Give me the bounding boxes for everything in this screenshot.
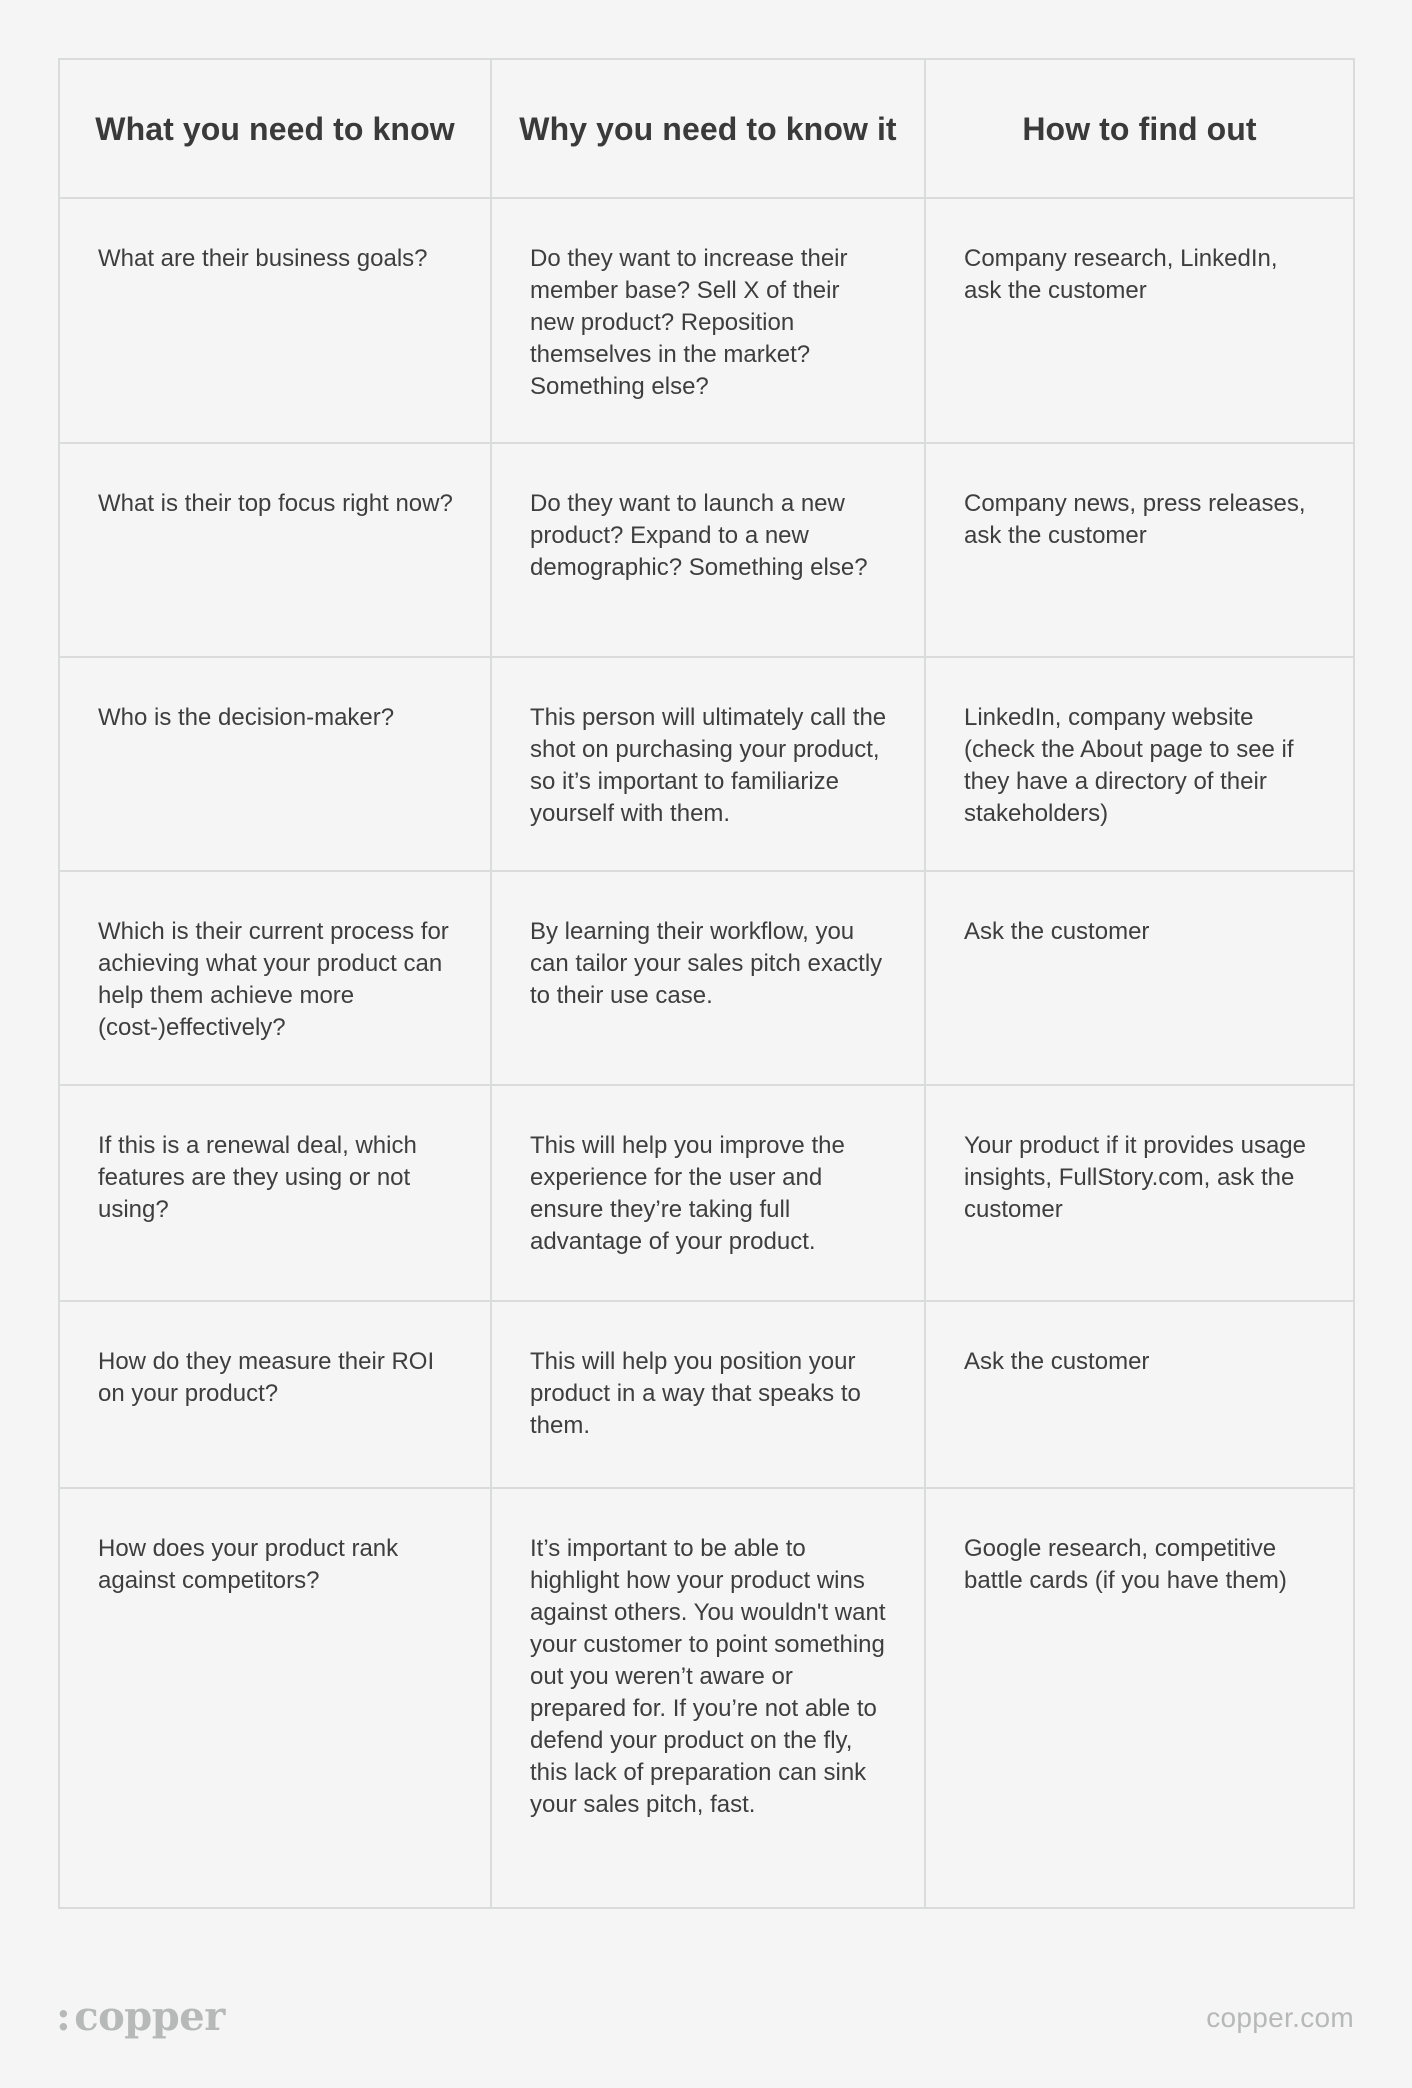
- row-1-why-cell: Do they want to increase their member base? Sell X of their new product? Reposition themselves in the market? Something else?: [492, 199, 926, 444]
- row-3-what-cell: Who is the decision-maker?: [60, 658, 492, 872]
- column-header-what: What you need to know: [60, 60, 492, 199]
- row-5-how-cell: Your product if it provides usage insights, FullStory.com, ask the customer: [926, 1086, 1353, 1302]
- row-2-what-cell: What is their top focus right now?: [60, 444, 492, 658]
- column-header-why: Why you need to know it: [492, 60, 926, 199]
- row-5-what-cell: If this is a renewal deal, which features are they using or not using?: [60, 1086, 492, 1302]
- row-3-how-cell: LinkedIn, company website (check the About page to see if they have a directory of their stakeholders): [926, 658, 1353, 872]
- logo-colon: :: [56, 1993, 71, 2040]
- row-7-how-cell: Google research, competitive battle cards (if you have them): [964, 1535, 1287, 1594]
- row-4-why-cell: By learning their workflow, you can tailor your sales pitch exactly to their use case.: [492, 872, 926, 1086]
- column-header-how: How to find out: [926, 60, 1353, 199]
- row-2-how-cell: Company news, press releases, ask the customer: [926, 444, 1353, 658]
- logo-wordmark: copper: [74, 1993, 225, 2040]
- copper-logo: [56, 1993, 225, 2040]
- row-1-what-cell: What are their business goals?: [60, 199, 492, 444]
- row-3-why-cell: This person will ultimately call the shot on purchasing your product, so it’s important to familiarize yourself with them.: [492, 658, 926, 872]
- row-7-what-cell: How does your product rank against competitors?: [60, 1489, 492, 1907]
- row-4-how-cell: Ask the customer: [926, 872, 1353, 1086]
- row-5-why-cell: This will help you improve the experience for the user and ensure they’re taking full advantage of your product.: [492, 1086, 926, 1302]
- row-6-what-cell: How do they measure their ROI on your product?: [60, 1302, 492, 1489]
- row-6-why-cell: This will help you position your product in a way that speaks to them.: [492, 1302, 926, 1489]
- row-1-how-cell: Company research, LinkedIn, ask the customer: [926, 199, 1353, 444]
- row-7-why-cell: It’s important to be able to highlight how your product wins against others. You wouldn't want your customer to point something out you weren’t aware or prepared for. If you’re not able to defend your product on the fly, this lack of preparation can sink your sales pitch, fast.: [492, 1489, 926, 1907]
- row-2-why-cell: Do they want to launch a new product? Expand to a new demographic? Something else?: [492, 444, 926, 658]
- row-6-how-cell: Ask the customer: [926, 1302, 1353, 1489]
- row-4-what-cell: Which is their current process for achieving what your product can help them achieve more (cost-)effectively?: [60, 872, 492, 1086]
- info-table: [58, 58, 1355, 1909]
- website-url: copper.com: [1206, 2002, 1354, 2033]
